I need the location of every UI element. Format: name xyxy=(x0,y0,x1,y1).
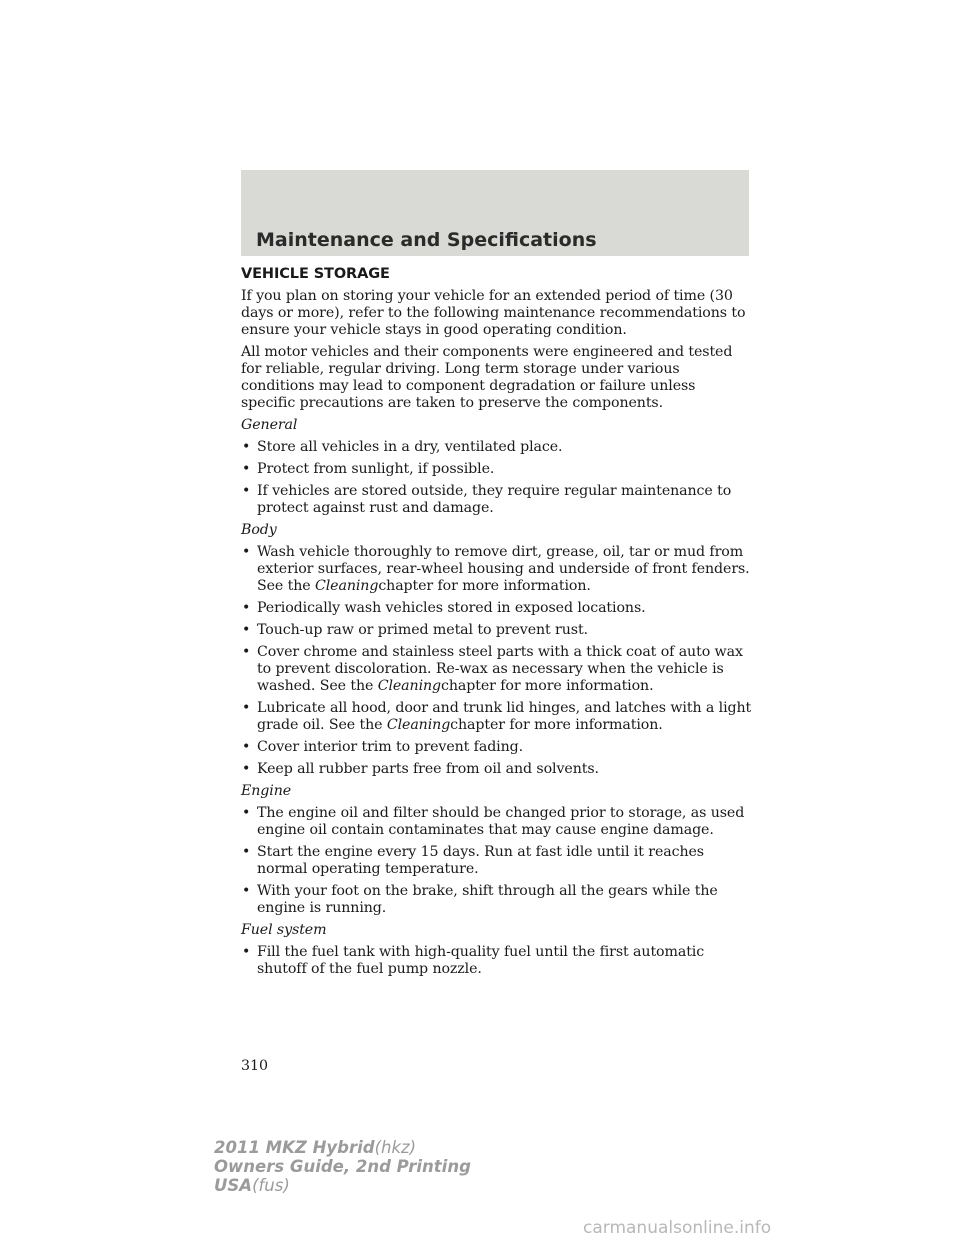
intro-paragraph: All motor vehicles and their components were engineered and tested for reliable, regular driving. Long term storage under various conditions may lead to component degradation or failure unless specific precautions are taken to preserve the components. xyxy=(241,344,733,411)
section-title: VEHICLE STORAGE xyxy=(241,266,390,282)
list-item: • Cover interior trim to prevent fading. xyxy=(242,739,524,755)
fuel-list xyxy=(241,944,753,978)
list-item: • Start the engine every 15 days. Run at fast idle until it reaches normal operating temperature. xyxy=(242,844,704,877)
bullet-icon: • xyxy=(242,739,251,755)
general-list xyxy=(241,439,753,517)
list-item: • Periodically wash vehicles stored in exposed locations. xyxy=(242,600,646,616)
footer-model: 2011 MKZ Hybrid xyxy=(214,1138,375,1157)
subheading-body: Body xyxy=(241,522,277,538)
bullet-icon: • xyxy=(242,544,251,560)
list-item: • Cover chrome and stainless steel parts with a thick coat of auto wax to prevent discoloration. Re-wax as necessary when the vehicle is washed. See the Cleaningchapter for more information. xyxy=(242,644,743,694)
list-item: • Store all vehicles in a dry, ventilated place. xyxy=(242,439,563,455)
intro-paragraph: If you plan on storing your vehicle for an extended period of time (30 days or more), refer to the following maintenance recommendations to ensure your vehicle stays in good operating condition. xyxy=(241,288,746,338)
list-item: • Wash vehicle thoroughly to remove dirt, grease, oil, tar or mud from exterior surfaces, rear-wheel housing and underside of front fenders. See the Cleaningchapter for more information. xyxy=(242,544,750,594)
bullet-icon: • xyxy=(242,600,251,616)
list-item: • The engine oil and filter should be changed prior to storage, as used engine oil contain contaminates that may cause engine damage. xyxy=(242,805,745,838)
bullet-icon: • xyxy=(242,461,251,477)
bullet-icon: • xyxy=(242,944,251,960)
bullet-icon: • xyxy=(242,622,251,638)
bullet-icon: • xyxy=(242,644,251,660)
bullet-icon: • xyxy=(242,483,251,499)
bullet-icon: • xyxy=(242,700,251,716)
page-content xyxy=(241,266,753,983)
list-item: • If vehicles are stored outside, they require regular maintenance to protect against rust and damage. xyxy=(242,483,732,516)
cleaning-chapter-reference: Cleaning xyxy=(377,678,442,694)
list-item: • Protect from sunlight, if possible. xyxy=(242,461,495,477)
list-item: • Fill the fuel tank with high-quality fuel until the first automatic shutoff of the fuel pump nozzle. xyxy=(242,944,705,977)
footer-printing: Owners Guide, 2nd Printing xyxy=(214,1157,471,1176)
engine-list xyxy=(241,805,753,917)
cleaning-chapter-reference: Cleaning xyxy=(314,578,379,594)
bullet-icon: • xyxy=(242,883,251,899)
subheading-fuel-system: Fuel system xyxy=(241,922,327,938)
footer-imprint xyxy=(214,1138,471,1195)
subheading-engine: Engine xyxy=(241,783,292,799)
bullet-icon: • xyxy=(242,439,251,455)
list-item: • With your foot on the brake, shift through all the gears while the engine is running. xyxy=(242,883,718,916)
page-number: 310 xyxy=(241,1058,269,1074)
cleaning-chapter-reference: Cleaning xyxy=(386,717,451,733)
list-item: • Keep all rubber parts free from oil and solvents. xyxy=(242,761,599,777)
subheading-general: General xyxy=(241,417,298,433)
bullet-icon: • xyxy=(242,844,251,860)
watermark: carmanualsonline.info xyxy=(583,1218,772,1238)
footer-market-code: (fus) xyxy=(252,1176,290,1195)
bullet-icon: • xyxy=(242,761,251,777)
page-header-title: Maintenance and Specifications xyxy=(256,229,597,251)
body-list xyxy=(241,544,753,778)
footer-market: USA xyxy=(214,1176,253,1195)
bullet-icon: • xyxy=(242,805,251,821)
list-item: • Lubricate all hood, door and trunk lid hinges, and latches with a light grade oil. See the Cleaningchapter for more information. xyxy=(242,700,752,733)
footer-model-code: (hkz) xyxy=(374,1138,417,1157)
list-item: • Touch-up raw or primed metal to prevent rust. xyxy=(242,622,588,638)
